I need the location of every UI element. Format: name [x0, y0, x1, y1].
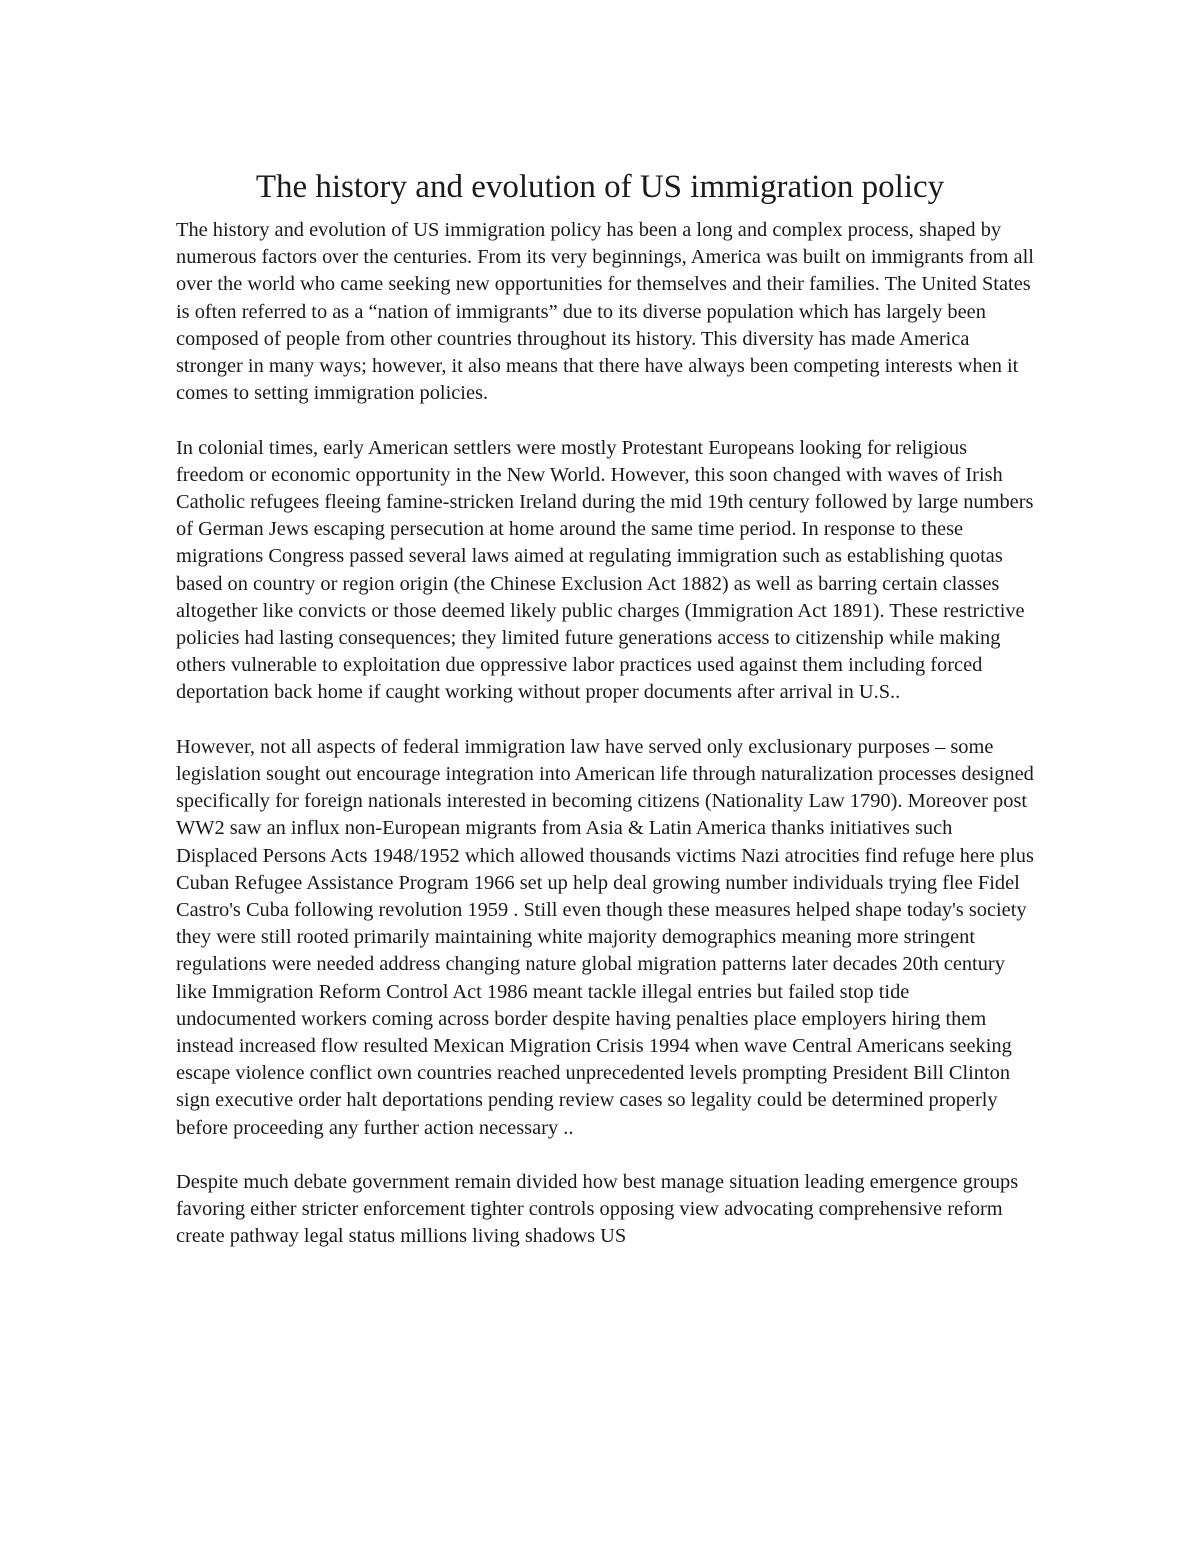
paragraph-3: However, not all aspects of federal immigration law have served only exclusionary purposes – some legislation sought out encourage integration into American life through naturalization processes designed specifically for foreign nationals interested in becoming citizens (Nationality Law 1790). Moreover post WW2 saw an influx non-European migrants from Asia & Latin America thanks initiatives such Displaced Persons Acts 1948/1952 which allowed thousands victims Nazi atrocities find refuge here plus Cuban Refugee Assistance Program 1966 set up help deal growing number individuals trying flee Fidel Castro's Cuba following revolution 1959 . Still even though these measures helped shape today's society they were still rooted primarily maintaining white majority demographics meaning more stringent regulations were needed address changing nature global migration patterns later decades 20th century like Immigration Reform Control Act 1986 meant tackle illegal entries but failed stop tide undocumented workers coming across border despite having penalties place employers hiring them instead increased flow resulted Mexican Migration Crisis 1994 when wave Central Americans seeking escape violence conflict own countries reached unprecedented levels prompting President Bill Clinton sign executive order halt deportations pending review cases so legality could be determined properly before proceeding any further action necessary ..	[176, 735, 1034, 1139]
document-title: The history and evolution of US immigration policy	[255, 169, 945, 205]
paragraph-1: The history and evolution of US immigration policy has been a long and complex process, shaped by numerous factors over the centuries. From its very beginnings, America was built on immigrants from all over the world who came seeking new opportunities for themselves and their families. The United States is often referred to as a “nation of immigrants” due to its diverse population which has largely been composed of people from other countries throughout its history. This diversity has made America stronger in many ways; however, it also means that there have always been competing interests when it comes to setting immigration policies.	[176, 219, 1034, 405]
paragraph-4: Despite much debate government remain divided how best manage situation leading emergence groups favoring either stricter enforcement tighter controls opposing view advocating comprehensive reform create pathway legal status millions living shadows US	[176, 1171, 1019, 1248]
document-body	[176, 217, 1034, 1251]
paragraph-2: In colonial times, early American settlers were mostly Protestant Europeans looking for religious freedom or economic opportunity in the New World. However, this soon changed with waves of Irish Catholic refugees fleeing famine-stricken Ireland during the mid 19th century followed by large numbers of German Jews escaping persecution at home around the same time period. In response to these migrations Congress passed several laws aimed at regulating immigration such as establishing quotas based on country or region origin (the Chinese Exclusion Act 1882) as well as barring certain classes altogether like convicts or those deemed likely public charges (Immigration Act 1891). These restrictive policies had lasting consequences; they limited future generations access to citizenship while making others vulnerable to exploitation due oppressive labor practices used against them including forced deportation back home if caught working without proper documents after arrival in U.S..	[176, 436, 1034, 704]
